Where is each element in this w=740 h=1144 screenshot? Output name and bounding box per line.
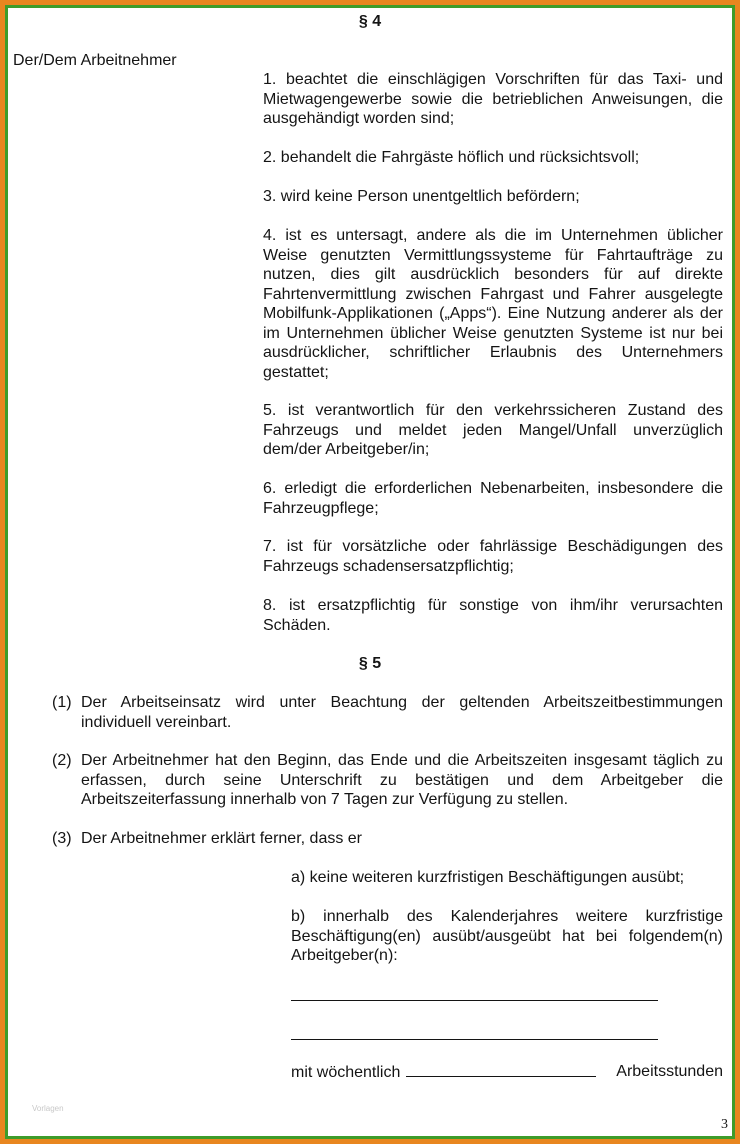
option-a: a) keine weiteren kurzfristigen Beschäftigungen ausübt;: [291, 869, 685, 886]
section-4-item-6: 6. erledigt die erforderlichen Nebenarbeiten, insbesondere die Fahrzeugpflege;: [263, 480, 723, 517]
item-text: Der Arbeitnehmer erklärt ferner, dass er: [81, 830, 363, 847]
hours-suffix: Arbeitsstunden: [616, 1063, 723, 1080]
watermark: Vorlagen: [32, 1104, 64, 1113]
section-4-item-1: 1. beachtet die einschlägigen Vorschriften für das Taxi- und Mietwagengewerbe sowie die betrieblichen Anweisungen, die ausgehändigt worden sind;: [263, 71, 723, 127]
employer-blank-line-2[interactable]: [291, 1039, 658, 1040]
item-number: (2): [52, 752, 72, 769]
hours-prefix: mit wöchentlich: [291, 1064, 401, 1081]
section-5-item-3: [52, 829, 723, 849]
item-number: (1): [52, 694, 72, 711]
weekly-hours-blank[interactable]: [406, 1062, 596, 1077]
section-5-heading: § 5: [358, 655, 382, 672]
section-4-item-3: 3. wird keine Person unentgeltlich befördern;: [263, 188, 580, 205]
item-text: Der Arbeitnehmer hat den Beginn, das Ende und die Arbeitszeiten insgesamt täglich zu erfassen, durch seine Unterschrift zu bestätigen und dem Arbeitgeber die Arbeitszeiterfassung innerhalb von 7 Tagen zur Verfügung zu stellen.: [81, 752, 723, 808]
section-4-subject: Der/Dem Arbeitnehmer: [13, 52, 177, 69]
section-5-item-2: [52, 751, 723, 810]
section-4-item-5: 5. ist verantwortlich für den verkehrssicheren Zustand des Fahrzeugs und meldet jeden Mangel/Unfall unverzüglich dem/der Arbeitgeber/in;: [263, 402, 723, 458]
section-4-item-2: 2. behandelt die Fahrgäste höflich und rücksichtsvoll;: [263, 149, 640, 166]
option-b: b) innerhalb des Kalenderjahres weitere kurzfristige Beschäftigung(en) ausübt/ausgeübt hat bei folgendem(n) Arbeitgeber(n):: [291, 908, 723, 964]
section-4-heading: § 4: [358, 13, 382, 30]
employer-blank-line-1[interactable]: [291, 1000, 658, 1001]
weekly-hours-line: [291, 1062, 723, 1083]
section-4-item-7: 7. ist für vorsätzliche oder fahrlässige Beschädigungen des Fahrzeugs schadensersatzpflichtig;: [263, 538, 723, 575]
section-4-item-4: 4. ist es untersagt, andere als die im Unternehmen üblicher Weise genutzten Vermittlungssysteme für Fahrtaufträge zu nutzen, dies gilt ausdrücklich besonders für auf direkte Fahrtenvermittlung zwischen Fahrgast und Fahrer ausgelegte Mobilfunk-Applikationen („Apps“). Eine Nutzung anderer als der im Unternehmen üblicher Weise genutzten Systeme ist nur bei ausdrücklicher, schriftlicher Erlaubnis des Unternehmers gestattet;: [263, 227, 723, 381]
page-number: 3: [721, 1117, 728, 1132]
item-text: Der Arbeitseinsatz wird unter Beachtung der geltenden Arbeitszeitbestimmungen individuell vereinbart.: [81, 694, 723, 731]
item-number: (3): [52, 830, 72, 847]
section-5-item-1: [52, 693, 723, 732]
section-4-item-8: 8. ist ersatzpflichtig für sonstige von ihm/ihr verursachten Schäden.: [263, 597, 723, 634]
